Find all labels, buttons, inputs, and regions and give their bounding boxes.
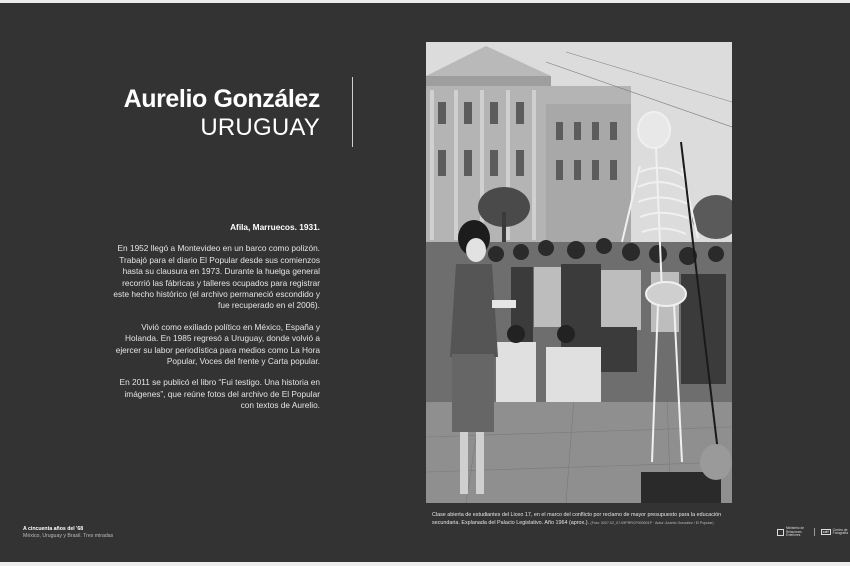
bio-paragraph: En 1952 llegó a Montevideo en un barco como polizón. Trabajó para el diario El Popular desde sus comienzos hasta su clausura en 1973. Durante la huelga general recorrió las fábricas y talleres ocupados para registrar este hecho histórico (el archivo permaneció escondido y fue recuperado en el 2006). xyxy=(113,243,320,311)
bio-paragraph: Vivió como exiliado político en México, España y Holanda. En 1985 regresó a Uruguay, donde volvió a ejercer su labor periodística para medios como La Hora Popular, Voces del frente y Carta popular. xyxy=(115,321,320,367)
ministry-emblem-icon xyxy=(777,529,784,536)
top-edge xyxy=(0,0,850,3)
cdf-logo-text: Centro de Fotografía xyxy=(832,527,849,536)
ministry-logo xyxy=(777,527,808,538)
exhibition-series xyxy=(23,526,113,539)
series-subtitle: México, Uruguay y Brasil. Tres miradas xyxy=(23,532,114,539)
birth-origin: Afila, Marruecos. 1931. xyxy=(230,222,320,232)
cdf-logo-mark: cdf xyxy=(822,529,829,535)
historical-photograph xyxy=(426,42,732,503)
caption-text: Clase abierta de estudiantes del Liceo 17, en el marco del conflicto por reclamo de mayor presupuesto para la educación secundaria. Explanada del Palacio Legislativo. Año 1964 (aprox.). xyxy=(432,512,722,527)
basket xyxy=(700,444,732,480)
ministry-logo-text: Ministerio de Relaciones Exteriores xyxy=(786,526,805,538)
photographer-country: URUGUAY xyxy=(200,114,320,141)
photo-illustration xyxy=(426,42,732,503)
bottom-edge xyxy=(0,562,850,566)
cdf-logo xyxy=(821,529,850,537)
logo-separator xyxy=(814,528,815,536)
biography xyxy=(110,222,320,422)
sponsor-logos xyxy=(777,527,850,538)
photo-caption xyxy=(432,511,732,527)
photo-credit: (Foto: 0027-02_07-09PRRCF000001P · Autor: Aurelio González / El Popular) xyxy=(590,521,714,526)
photographer-name: Aurelio González xyxy=(123,85,320,113)
title-divider xyxy=(352,77,353,147)
bio-paragraph: En 2011 se publicó el libro “Fui testigo. Una historia en imágenes”, que reúne fotos del archivo de El Popular con textos de Aurelio. xyxy=(119,377,320,411)
series-title: A cincuenta años del '68 xyxy=(23,526,84,532)
